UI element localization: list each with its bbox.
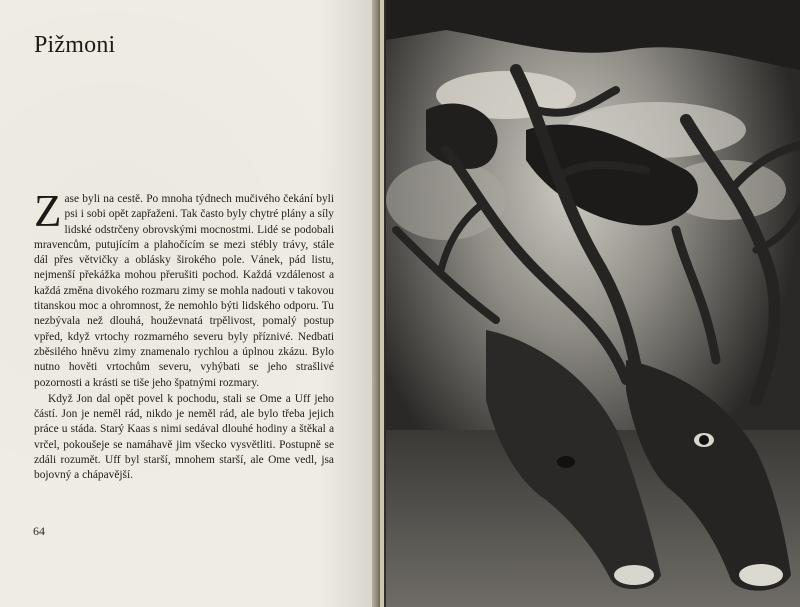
eye <box>557 456 575 468</box>
muzzle <box>739 564 783 586</box>
muzzle <box>614 565 654 585</box>
paragraph-1 <box>34 186 334 391</box>
right-page-illustration <box>386 0 800 607</box>
page-number: 64 <box>33 524 45 538</box>
reindeer-illustration <box>386 0 800 607</box>
chapter-title: Pižmoni <box>34 32 116 58</box>
body-text <box>34 186 334 484</box>
paragraph-2: Když Jon dal opět povel k pochodu, stali se Ome a Uff jeho částí. Jon je neměl rád, nikdo je neměl rád, ale bylo třeba jejich práce u stáda. Starý Kaas s nimi sedával dlouhé hodiny a štěkal a vrčel, pokoušeje se namáhavě jim všecko vysvětliti. Postupně se zdáli rozumět. Uff byl starší, mnohem starší, ale Ome vedl, jsa bojovný a chápavější. <box>34 392 334 482</box>
page-fold-edge <box>380 0 384 607</box>
drop-cap: Z <box>34 186 62 236</box>
left-page <box>0 0 376 607</box>
sky-patch <box>386 160 506 240</box>
paragraph-1-text: ase byli na cestě. Po mnoha týdnech mučivého čekání byli psi i sobi opět zapřaženi. Tak často byly chytré plány a síly lidské odstrčeny obrovskými mocnostmi. Lidé se podobali mravencům, putujícím a plahočícím se mezi stébly trávy, stále dál přes větvičky a oblásky širokého pole. Vánek, pád listu, nejmenší překážka mohou přerušiti pochod. Každá vzdálenost a každá změna divokého rozmaru zimy se mohla nadouti v takovou titanskou moc a ohromnost, že nemohlo býti lidského odporu. Tu nezbývala než dlouhá, houževnatá trpělivost, pomalý postup vpřed, když vrtochy rozmarného severu byly příznivé. Nedbati zběsilého hněvu zimy znamenalo rychlou a úplnou zkázu. Bylo nutno hověti vrtochům severu, vyhýbati se jeho strašlivé pozornosti a krásti se tiše jeho špatnými rozmary. <box>34 193 334 389</box>
